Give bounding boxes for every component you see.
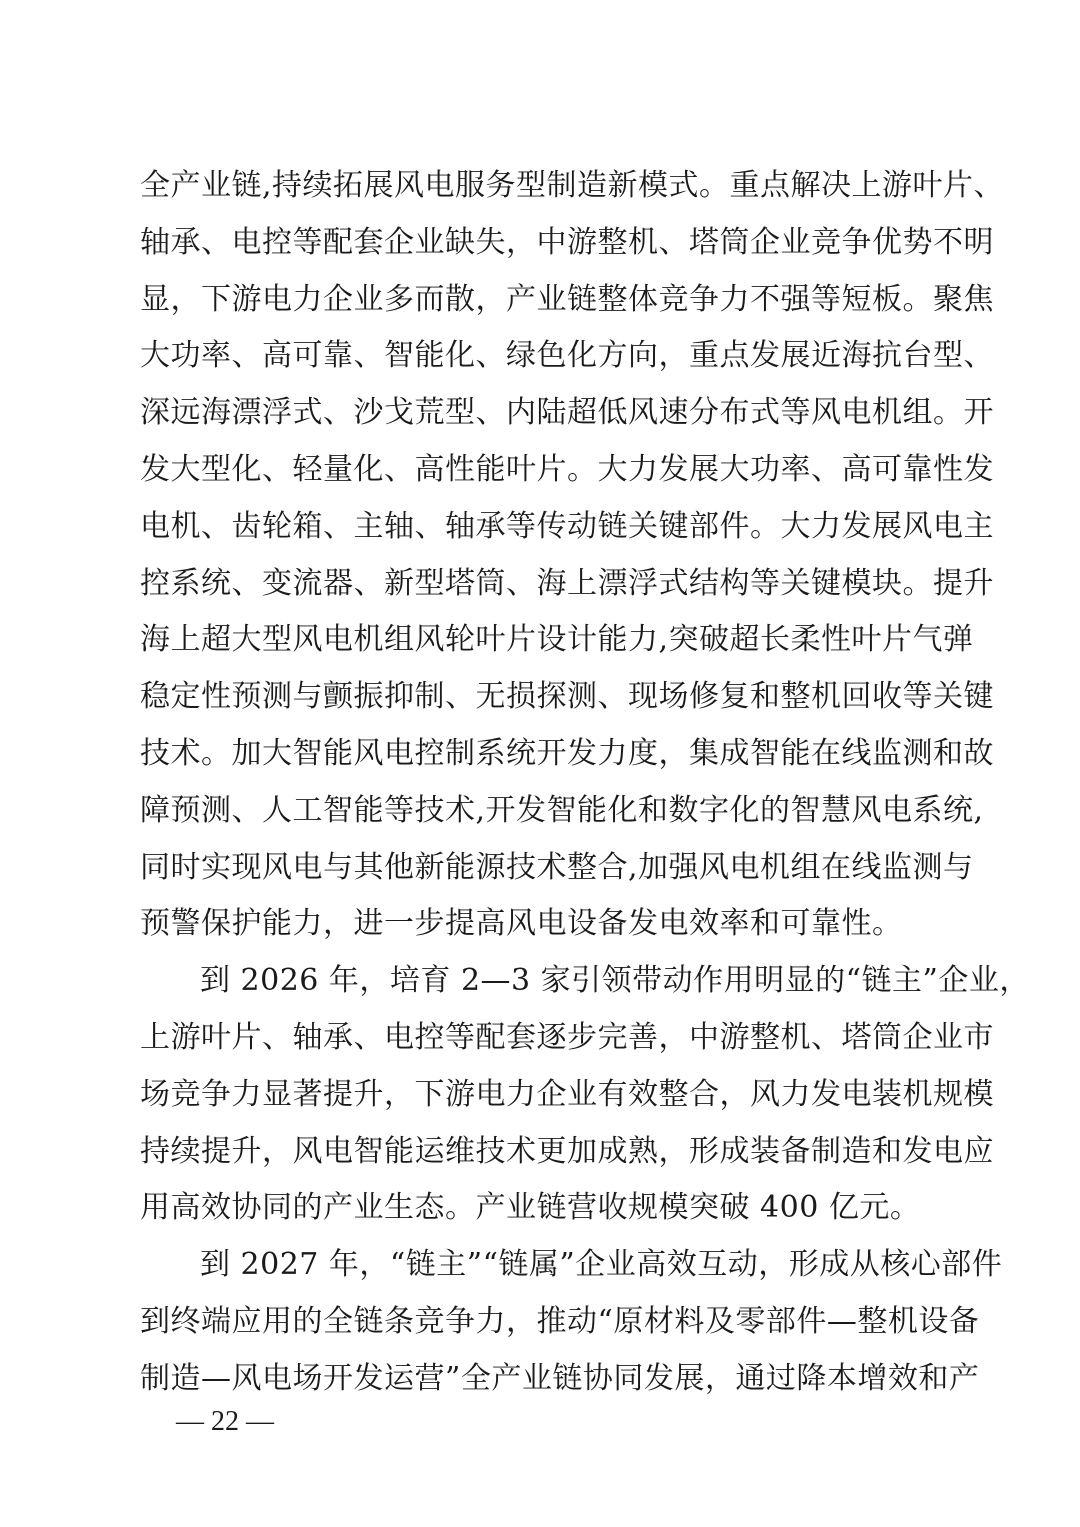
text-line: 大功率、高可靠、智能化、绿色化方向，重点发展近海抗台型、 (140, 338, 994, 374)
text-line: 到 2026 年，培育 2—3 家引领带动作用明显的“链主”企业， (200, 963, 1030, 999)
text-line: 深远海漂浮式、沙戈荒型、内陆超低风速分布式等风电机组。开 (140, 395, 994, 431)
text-line: 发大型化、轻量化、高性能叶片。大力发展大功率、高可靠性发 (140, 451, 994, 487)
paragraph-2 (140, 953, 1030, 1237)
text-line: 显，下游电力企业多而散，产业链整体竞争力不强等短板。聚焦 (140, 281, 994, 317)
text-line: 技术。加大智能风电控制系统开发力度，集成智能在线监测和故 (140, 735, 994, 771)
paragraph-1 (140, 158, 1005, 953)
text-line: 预警保护能力，进一步提高风电设备发电效率和可靠性。 (140, 906, 903, 942)
text-line: 上游叶片、轴承、电控等配套逐步完善，中游整机、塔筒企业市 (140, 1019, 994, 1055)
text-line: 电机、齿轮箱、主轴、轴承等传动链关键部件。大力发展风电主 (140, 508, 994, 544)
text-line: 海上超大型风电机组风轮叶片设计能力,突破超长柔性叶片气弹 (140, 622, 974, 658)
text-line: 用高效协同的产业生态。产业链营收规模突破 400 亿元。 (140, 1190, 921, 1226)
page-number: — 22 — (176, 1406, 274, 1437)
text-line: 控系统、变流器、新型塔筒、海上漂浮式结构等关键模块。提升 (140, 565, 994, 601)
text-line: 到终端应用的全链条竞争力，推动“原材料及零部件—整机设备 (140, 1303, 980, 1339)
text-line: 全产业链,持续拓展风电服务型制造新模式。重点解决上游叶片、 (140, 168, 1005, 203)
text-line: 障预测、人工智能等技术,开发智能化和数字化的智慧风电系统, (140, 792, 984, 828)
text-line: 场竞争力显著提升，下游电力企业有效整合，风力发电装机规模 (140, 1076, 994, 1112)
body-text (140, 158, 1030, 1408)
text-line: 到 2027 年，“链主”“链属”企业高效互动，形成从核心部件 (200, 1247, 1003, 1283)
text-line: 制造—风电场开发运营”全产业链协同发展，通过降本增效和产 (140, 1360, 980, 1396)
text-line: 同时实现风电与其他新能源技术整合,加强风电机组在线监测与 (140, 849, 974, 885)
text-line: 轴承、电控等配套企业缺失，中游整机、塔筒企业竞争优势不明 (140, 224, 994, 260)
text-line: 持续提升，风电智能运维技术更加成熟，形成装备制造和发电应 (140, 1133, 994, 1169)
paragraph-3 (140, 1237, 1003, 1407)
text-line: 稳定性预测与颤振抑制、无损探测、现场修复和整机回收等关键 (140, 679, 994, 715)
